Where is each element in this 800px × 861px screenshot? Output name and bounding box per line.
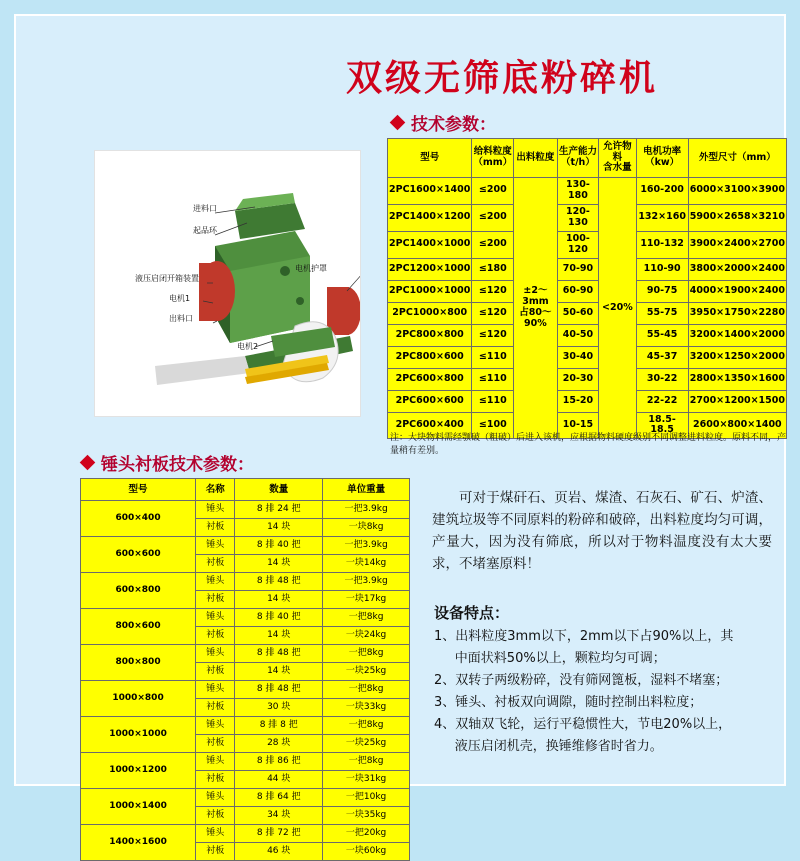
hammer-table-cell: 衬板: [196, 735, 235, 753]
feature-item: 3、锤头、衬板双向调隙，随时控制出料粒度；: [434, 695, 703, 711]
tech-table-header: 允许物料 含水量: [599, 139, 636, 178]
product-photo: [94, 150, 361, 417]
hammer-table-cell: 44 块: [235, 771, 323, 789]
tech-table-cell: 20-30: [557, 368, 599, 390]
photo-label: 电机2: [237, 342, 259, 351]
hammer-table-cell: 衬板: [196, 627, 235, 645]
tech-table-cell: 2600×800×1400: [688, 412, 786, 439]
hammer-table-cell: 一把20kg: [323, 825, 410, 843]
hammer-table-cell: 34 块: [235, 807, 323, 825]
tech-table-cell: 30-22: [636, 368, 688, 390]
diamond-bullet-icon: [80, 455, 96, 471]
table-row: [388, 302, 787, 324]
tech-table-header: 给料粒度 （mm）: [472, 139, 514, 178]
tech-table-cell: 160-200: [636, 178, 688, 205]
description-text: 可对于煤矸石、页岩、煤渣、石灰石、矿石、炉渣、建筑垃圾等不同原料的粉碎和破碎，出料粒度均匀可调，产量大，因为没有筛底，所以对于物料温度没有太大要求，不堵塞原料！: [432, 490, 772, 572]
table-row: [388, 178, 787, 205]
description-paragraph: [432, 488, 772, 575]
hammer-table-cell-model: 800×800: [81, 645, 196, 681]
hammer-table-cell: 锤头: [196, 609, 235, 627]
tech-table-cell: 2PC800×800: [388, 324, 472, 346]
table-row: [81, 753, 410, 771]
hammer-table-cell-model: 1000×1000: [81, 717, 196, 753]
table-row: [81, 717, 410, 735]
tech-table-header: 生产能力 （t/h）: [557, 139, 599, 178]
features-heading: 设备特点：: [434, 604, 510, 622]
hammer-table-cell: 锤头: [196, 645, 235, 663]
hammer-table-cell: 一把10kg: [323, 789, 410, 807]
hammer-table-cell: 衬板: [196, 843, 235, 861]
photo-label: 液压启闭开箱装置: [135, 274, 199, 283]
tech-params-heading: [392, 110, 496, 135]
tech-table-cell: 100-120: [557, 231, 599, 258]
hammer-table-cell-model: 1000×1200: [81, 753, 196, 789]
tech-table-cell: 3200×1400×2000: [688, 324, 786, 346]
tech-table-header: 出料粒度: [514, 139, 557, 178]
tech-table-cell: 2PC1200×1000: [388, 258, 472, 280]
hammer-table-cell-model: 600×400: [81, 501, 196, 537]
table-row: [81, 681, 410, 699]
tech-table-cell: 2PC1400×1200: [388, 204, 472, 231]
tech-table-cell: 2800×1350×1600: [688, 368, 786, 390]
photo-label: 出料口: [169, 314, 193, 323]
feature-item: 4、双轴双飞轮，运行平稳惯性大，节电20%以上，: [434, 717, 732, 733]
hammer-table-cell: 一把8kg: [323, 645, 410, 663]
photo-label: 起品环: [193, 226, 217, 235]
diamond-bullet-icon: [390, 115, 406, 131]
hammer-table-cell: 8 排 48 把: [235, 681, 323, 699]
poster-content: [22, 22, 787, 857]
tech-table-cell: 2PC1600×1400: [388, 178, 472, 205]
tech-table-cell: 45-37: [636, 346, 688, 368]
tech-note: 注：大块物料需经颚破（粗破）后进入该机，应根据物料硬度级别不同调整进料粒度。原料不同，产量稍有差别。: [390, 433, 787, 457]
hammer-table-cell: 衬板: [196, 555, 235, 573]
hammer-table-cell: 28 块: [235, 735, 323, 753]
hammer-table-cell: 锤头: [196, 789, 235, 807]
photo-label: 电机1: [169, 294, 191, 303]
tech-table-cell: 6000×3100×3900: [688, 178, 786, 205]
hammer-table-cell-model: 600×600: [81, 537, 196, 573]
hammer-table-header: 型号: [81, 479, 196, 501]
hammer-table-cell: 一块24kg: [323, 627, 410, 645]
tech-table-cell: 90-75: [636, 280, 688, 302]
hammer-table-cell: 锤头: [196, 681, 235, 699]
hammer-table-cell: 一块17kg: [323, 591, 410, 609]
hammer-table-cell: 锤头: [196, 501, 235, 519]
hammer-table-cell: 一把8kg: [323, 753, 410, 771]
hammer-table-cell: 8 排 40 把: [235, 609, 323, 627]
hammer-params-table: [80, 478, 410, 861]
tech-table-cell: ≤120: [472, 280, 514, 302]
table-row: [388, 390, 787, 412]
tech-table-cell: 2PC600×400: [388, 412, 472, 439]
table-row: [81, 501, 410, 519]
tech-table-cell: ≤110: [472, 346, 514, 368]
tech-table-cell: 22-22: [636, 390, 688, 412]
hammer-table-header: 单位重量: [323, 479, 410, 501]
tech-table-cell: 130-180: [557, 178, 599, 205]
hammer-table-cell: 一块14kg: [323, 555, 410, 573]
hammer-table-cell: 锤头: [196, 537, 235, 555]
tech-table-cell: ≤110: [472, 368, 514, 390]
hammer-table-cell: 8 排 40 把: [235, 537, 323, 555]
table-row: [388, 280, 787, 302]
tech-table-cell: 3200×1250×2000: [688, 346, 786, 368]
tech-params-heading-label: 技术参数：: [411, 115, 496, 135]
hammer-table-cell: 8 排 72 把: [235, 825, 323, 843]
hammer-table-cell: 一块25kg: [323, 735, 410, 753]
hammer-params-heading-label: 锤头衬板技术参数：: [101, 455, 254, 475]
tech-table-cell: ≤200: [472, 204, 514, 231]
tech-table-cell: 2PC800×600: [388, 346, 472, 368]
hammer-params-heading: [82, 450, 254, 475]
hammer-table-cell: 8 排 48 把: [235, 573, 323, 591]
feature-item-continued: 中面状料50%以上，颗粒均匀可调；: [454, 651, 666, 667]
table-row: [81, 645, 410, 663]
hammer-table-cell: 一块8kg: [323, 519, 410, 537]
hammer-table-cell: 一把8kg: [323, 681, 410, 699]
hammer-table-cell: 30 块: [235, 699, 323, 717]
tech-table-cell: 132×160: [636, 204, 688, 231]
tech-table-cell: 110-132: [636, 231, 688, 258]
hammer-table-cell: 锤头: [196, 825, 235, 843]
table-row: [388, 258, 787, 280]
hammer-table-cell: 一把3.9kg: [323, 537, 410, 555]
hammer-table-cell: 14 块: [235, 663, 323, 681]
table-row: [388, 346, 787, 368]
features-list: [434, 626, 772, 758]
hammer-table-cell: 8 排 86 把: [235, 753, 323, 771]
hammer-table-cell: 一把3.9kg: [323, 501, 410, 519]
hammer-table-cell: 一块60kg: [323, 843, 410, 861]
tech-table-cell: ≤200: [472, 231, 514, 258]
table-row: [81, 609, 410, 627]
hammer-table-cell: 一块31kg: [323, 771, 410, 789]
tech-table-cell: 60-90: [557, 280, 599, 302]
tech-table-cell: 10-15: [557, 412, 599, 439]
hammer-table-cell-model: 1400×1600: [81, 825, 196, 861]
hammer-table-cell: 一把8kg: [323, 609, 410, 627]
hammer-table-cell: 14 块: [235, 519, 323, 537]
tech-table-cell: ≤110: [472, 390, 514, 412]
tech-table-cell: ≤120: [472, 302, 514, 324]
tech-table-cell: 15-20: [557, 390, 599, 412]
tech-table-cell: ≤100: [472, 412, 514, 439]
table-row: [388, 204, 787, 231]
hammer-table-cell: 14 块: [235, 555, 323, 573]
tech-table-cell: 110-90: [636, 258, 688, 280]
tech-table-cell: 2PC1000×800: [388, 302, 472, 324]
hammer-table-cell: 14 块: [235, 591, 323, 609]
hammer-table-cell: 锤头: [196, 753, 235, 771]
hammer-table-cell: 一把3.9kg: [323, 573, 410, 591]
hammer-table-cell: 锤头: [196, 573, 235, 591]
hammer-table-cell: 8 排 48 把: [235, 645, 323, 663]
page-title: 双级无筛底粉碎机: [345, 58, 658, 99]
tech-table-cell: 120-130: [557, 204, 599, 231]
hammer-table-header: 数量: [235, 479, 323, 501]
hammer-table-cell: 衬板: [196, 519, 235, 537]
tech-table-cell: 55-75: [636, 302, 688, 324]
tech-table-cell: 50-60: [557, 302, 599, 324]
tech-table-cell: 5900×2658×3210: [688, 204, 786, 231]
tech-table-cell: 3950×1750×2280: [688, 302, 786, 324]
table-row: [388, 368, 787, 390]
tech-table-cell: 40-50: [557, 324, 599, 346]
hammer-table-cell: 衬板: [196, 591, 235, 609]
tech-table-cell: ≤200: [472, 178, 514, 205]
tech-table-cell: ≤180: [472, 258, 514, 280]
photo-label: 电机护罩: [295, 264, 327, 273]
tech-table-cell: 55-45: [636, 324, 688, 346]
tech-table-cell: 70-90: [557, 258, 599, 280]
hammer-table-cell: 46 块: [235, 843, 323, 861]
table-row: [81, 537, 410, 555]
hammer-table-cell: 一把8kg: [323, 717, 410, 735]
hammer-table-cell: 14 块: [235, 627, 323, 645]
tech-params-table: [387, 138, 787, 439]
hammer-table-cell-model: 1000×800: [81, 681, 196, 717]
tech-table-cell: 2700×1200×1500: [688, 390, 786, 412]
tech-table-cell-out-size: ±2～3mm 占80～90%: [514, 178, 557, 439]
table-row: [388, 231, 787, 258]
tech-table-header: 型号: [388, 139, 472, 178]
hammer-table-header: 名称: [196, 479, 235, 501]
table-row: [81, 573, 410, 591]
hammer-table-cell: 8 排 64 把: [235, 789, 323, 807]
tech-table-cell: 18.5-18.5: [636, 412, 688, 439]
feature-item: 2、双转子两级粉碎，没有筛网篦板，湿料不堵塞；: [434, 673, 729, 689]
hammer-table-cell: 衬板: [196, 663, 235, 681]
hammer-table-cell: 一块33kg: [323, 699, 410, 717]
hammer-table-cell: 一块35kg: [323, 807, 410, 825]
tech-table-cell: 2PC600×800: [388, 368, 472, 390]
tech-table-cell-moisture: <20%: [599, 178, 636, 439]
tech-table-cell: 3900×2400×2700: [688, 231, 786, 258]
tech-table-header: 外型尺寸（mm）: [688, 139, 786, 178]
feature-item: 1、出料粒度3mm以下，2mm以下占90%以上，其: [434, 629, 734, 644]
hammer-table-cell: 衬板: [196, 807, 235, 825]
tech-table-cell: 2PC1000×1000: [388, 280, 472, 302]
photo-label: 进料口: [193, 204, 217, 213]
feature-item-continued: 液压启闭机壳，换锤维修省时省力。: [454, 739, 663, 755]
tech-table-header: 电机功率 （kw）: [636, 139, 688, 178]
table-row: [388, 324, 787, 346]
table-row: [81, 825, 410, 843]
hammer-table-cell: 8 排 8 把: [235, 717, 323, 735]
hammer-table-cell-model: 800×600: [81, 609, 196, 645]
tech-table-cell: 4000×1900×2400: [688, 280, 786, 302]
tech-table-cell: 2PC600×600: [388, 390, 472, 412]
tech-table-cell: 30-40: [557, 346, 599, 368]
table-row: [81, 789, 410, 807]
hammer-table-cell: 衬板: [196, 771, 235, 789]
tech-table-cell: 2PC1400×1000: [388, 231, 472, 258]
hammer-table-cell: 8 排 24 把: [235, 501, 323, 519]
hammer-table-cell: 锤头: [196, 717, 235, 735]
hammer-table-cell-model: 600×800: [81, 573, 196, 609]
hammer-table-cell: 衬板: [196, 699, 235, 717]
tech-table-cell: ≤120: [472, 324, 514, 346]
tech-table-cell: 3800×2000×2400: [688, 258, 786, 280]
hammer-table-cell-model: 1000×1400: [81, 789, 196, 825]
hammer-table-cell: 一块25kg: [323, 663, 410, 681]
